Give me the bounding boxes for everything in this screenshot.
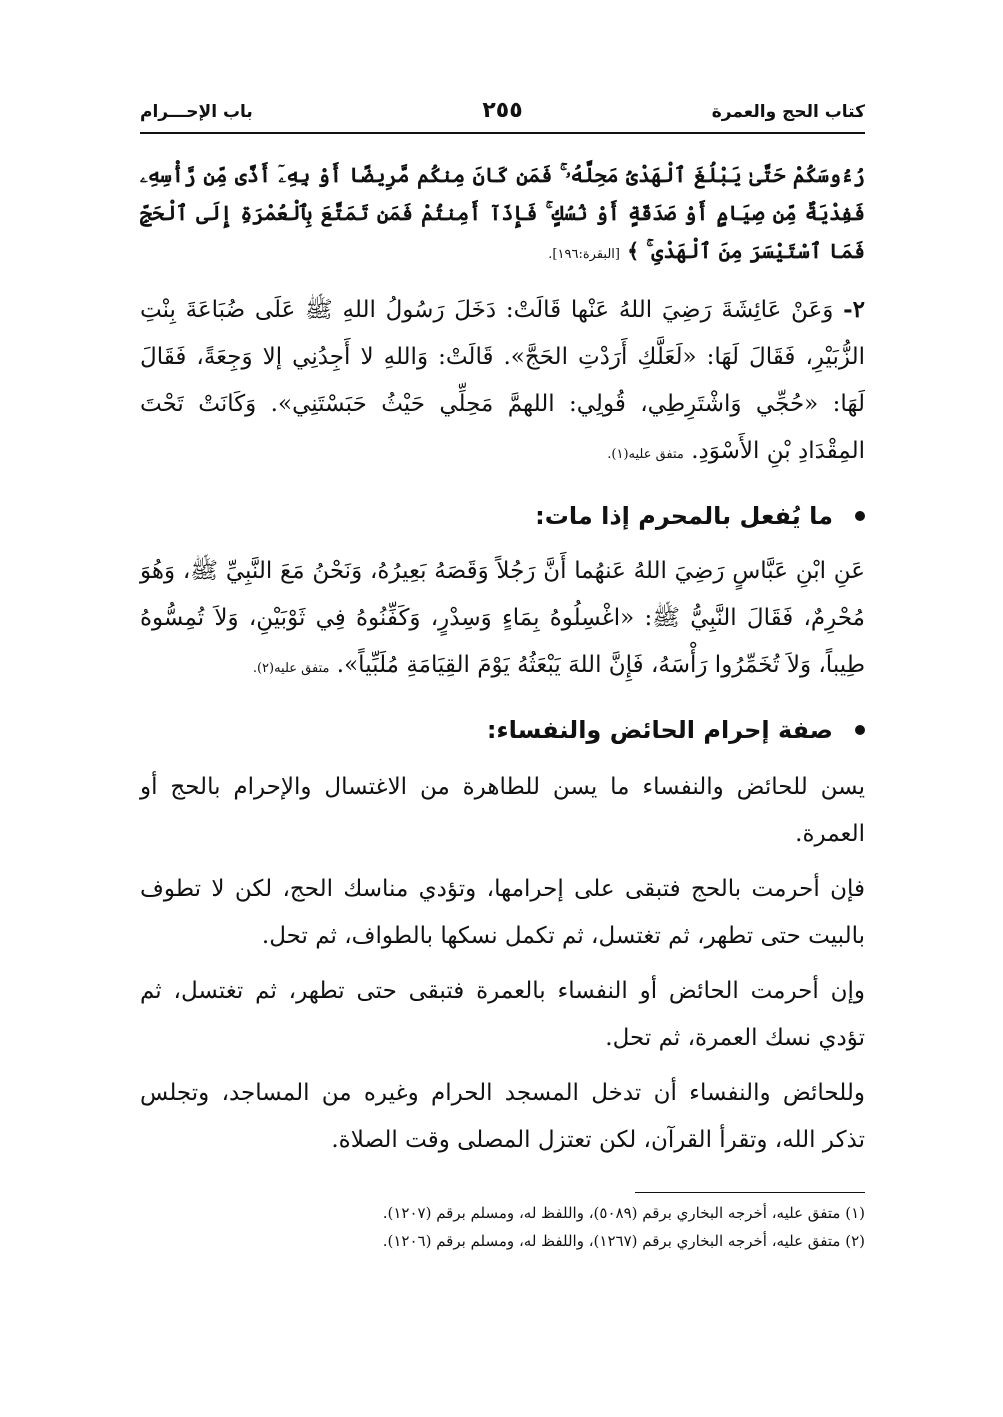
section-heading-text: ما يُفعل بالمحرم إذا مات:	[535, 502, 833, 530]
footnote-1: (١) متفق عليه، أخرجه البخاري برقم (٥٠٨٩)، واللفظ له، ومسلم برقم (١٢٠٧).	[382, 1204, 865, 1222]
section-heading-text: صفة إحرام الحائض والنفساء:	[486, 716, 833, 744]
footnote-2: (٢) متفق عليه، أخرجه البخاري برقم (١٢٦٧)، واللفظ له، ومسلم برقم (١٢٠٦).	[382, 1232, 865, 1250]
hadith-source-note: متفق عليه(١).	[607, 447, 684, 462]
hadith-number: ٢-	[843, 296, 866, 323]
bullet-icon	[855, 511, 865, 521]
quran-text: رُءُوسَكُمْ حَتَّىٰ يَبْلُغَ ٱلْهَدْىُ مَحِلَّهُۥ ۚ فَمَن كَانَ مِنكُم مَّرِيضًا أَوْ بِهِۦٓ أَذًى مِّن رَّأْسِهِۦ فَفِدْيَةٌ مِّن صِيَامٍ أَوْ صَدَقَةٍ أَوْ نُسُكٍ ۚ فَإِذَآ أَمِنتُمْ فَمَن تَمَتَّعَ بِٱلْعُمْرَةِ إِلَى ٱلْحَجِّ فَمَا ٱسْتَيْسَرَ مِنَ ٱلْهَدْىِ ۚ ﴾	[140, 163, 865, 263]
page-number: ٢٥٥	[482, 98, 523, 123]
paragraph: فإن أحرمت بالحج فتبقى على إحرامها، وتؤدي مناسك الحج، لكن لا تطوف بالبيت حتى تطهر، ثم تغتسل، ثم تكمل نسكها بالطواف، ثم تحل.	[140, 876, 865, 949]
paragraph: يسن للحائض والنفساء ما يسن للطاهرة من الاغتسال والإحرام بالحج أو العمرة.	[140, 774, 865, 847]
quran-verse	[140, 156, 865, 274]
hadith-ibn-abbas	[140, 548, 865, 692]
section-heading-deceased-muhrim	[140, 496, 865, 536]
page-header	[140, 92, 865, 134]
bullet-icon	[855, 725, 865, 735]
hadith-source-note: متفق عليه(٢).	[252, 661, 330, 676]
section-heading-menstruating-ihram	[140, 710, 865, 750]
footnote-divider	[635, 1192, 865, 1193]
paragraph: وإن أحرمت الحائض أو النفساء بالعمرة فتبقى حتى تطهر، ثم تغتسل، ثم تؤدي نسك العمرة، ثم تحل.	[140, 978, 865, 1051]
paragraph: وللحائض والنفساء أن تدخل المسجد الحرام وغيره من المساجد، وتجلس تذكر الله، وتقرأ القرآن، لكن تعتزل المصلى وقت الصلاة.	[140, 1080, 865, 1153]
hadith-text: وَعَنْ عَائِشَةَ رَضِيَ اللهُ عَنْها قَالَتْ: دَخَلَ رَسُولُ اللهِ ﷺ عَلَى ضُبَاعَةَ بِنْتِ الزُّبَيْرِ، فَقَالَ لَهَا: «لَعَلَّكِ أَرَدْتِ الحَجَّ». قَالَتْ: وَاللهِ لا أَجِدُنِي إلا وَجِعَةً، فَقَالَ لَهَا: «حُجِّي وَاشْتَرِطِي، قُولِي: اللهمَّ مَحِلِّي حَيْثُ حَبَسْتَنِي». وَكَانَتْ تَحْتَ المِقْدَادِ بْنِ الأَسْوَدِ.	[140, 297, 865, 464]
hadith-text: عَنِ ابْنِ عَبَّاسٍ رَضِيَ اللهُ عَنهُما أَنَّ رَجُلاً وَقَصَهُ بَعِيرُهُ، وَنَحْنُ مَعَ النَّبِيِّ ﷺ، وَهُوَ مُحْرِمٌ، فَقَالَ النَّبِيُّ ﷺ: «اغْسِلُوهُ بِمَاءٍ وَسِدْرٍ، وَكَفِّنُوهُ فِي ثَوْبَيْنِ، وَلاَ تُمِسُّوهُ طِيباً، وَلاَ تُخَمِّرُوا رَأْسَهُ، فَإِنَّ اللهَ يَبْعَثُهُ يَوْمَ القِيَامَةِ مُلَبِّياً».	[140, 558, 865, 678]
hadith-2	[140, 286, 865, 478]
book-page	[140, 92, 865, 1332]
book-title: كتاب الحج والعمرة	[711, 102, 865, 122]
quran-reference: [البقرة:١٩٦].	[548, 247, 620, 262]
chapter-title: باب الإحـــرام	[140, 102, 253, 122]
